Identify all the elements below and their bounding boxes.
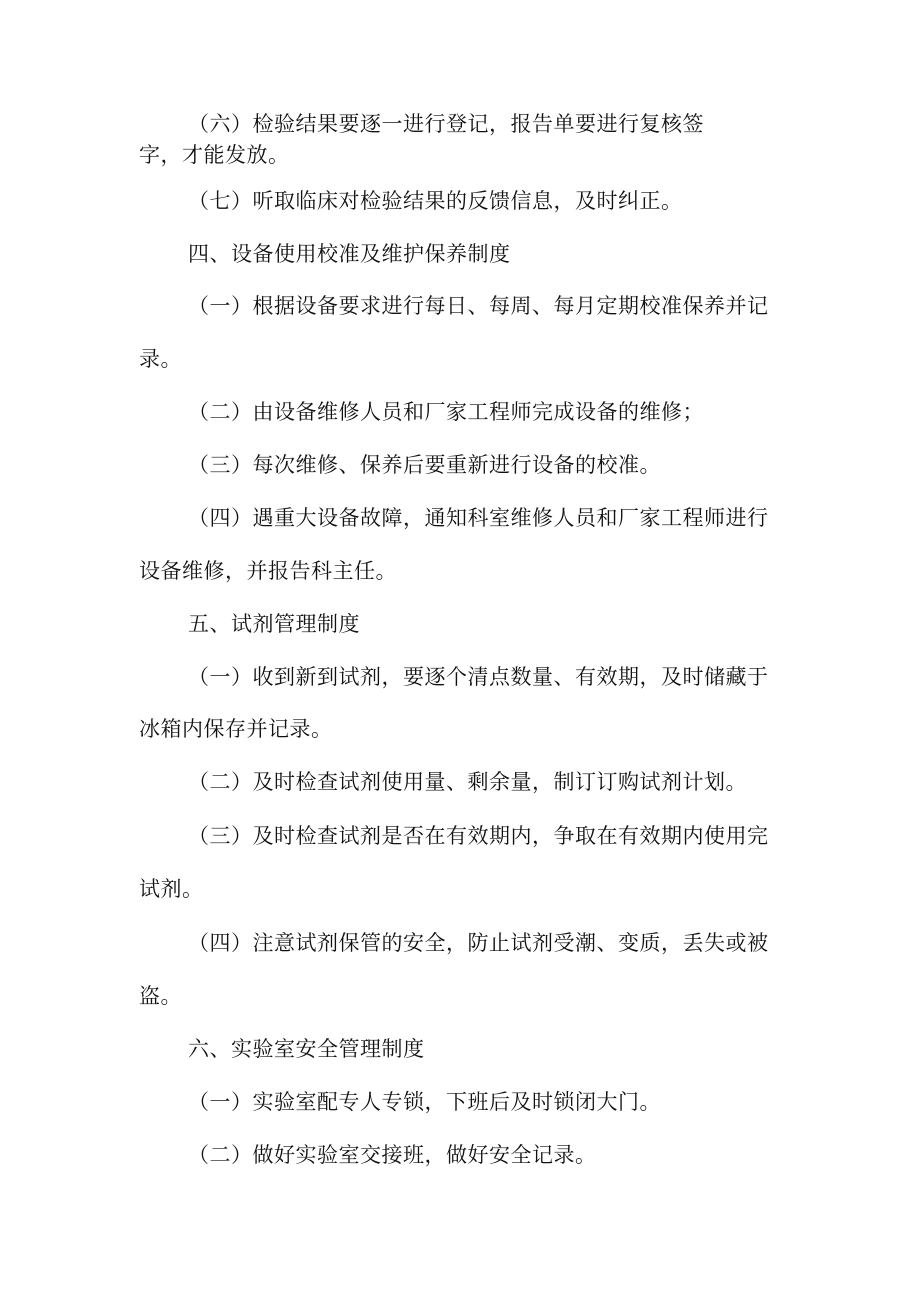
paragraph-line: （二）做好实验室交接班，做好安全记录。 <box>188 1143 597 1167</box>
paragraph-line: 冰箱内保存并记录。 <box>139 717 333 741</box>
paragraph-line: 试剂。 <box>139 877 204 901</box>
section-heading: 五、试剂管理制度 <box>188 612 360 636</box>
paragraph-line: 设备维修，并报告科主任。 <box>139 559 397 583</box>
paragraph-line: 盗。 <box>139 984 182 1008</box>
paragraph-line: （七）听取临床对检验结果的反馈信息，及时纠正。 <box>188 189 683 213</box>
paragraph-line: （三）每次维修、保养后要重新进行设备的校准。 <box>188 453 661 477</box>
paragraph-line: （一）实验室配专人专锁，下班后及时锁闭大门。 <box>188 1090 661 1114</box>
paragraph-line: 录。 <box>139 347 182 371</box>
paragraph-line: （一）收到新到试剂，要逐个清点数量、有效期，及时储藏于 <box>188 665 769 689</box>
paragraph-line: （四）遇重大设备故障，通知科室维修人员和厂家工程师进行 <box>188 506 769 530</box>
section-heading: 六、实验室安全管理制度 <box>188 1037 425 1061</box>
section-heading: 四、设备使用校准及维护保养制度 <box>188 242 511 266</box>
paragraph-line: （三）及时检查试剂是否在有效期内，争取在有效期内使用完 <box>188 824 769 848</box>
paragraph-line: （一）根据设备要求进行每日、每周、每月定期校准保养并记 <box>188 294 769 318</box>
paragraph-line: 字，才能发放。 <box>139 143 290 167</box>
paragraph-line: （二）及时检查试剂使用量、剩余量，制订订购试剂计划。 <box>188 770 747 794</box>
paragraph-line: （六）检验结果要逐一进行登记，报告单要进行复核签 <box>188 112 704 136</box>
paragraph-line: （四）注意试剂保管的安全，防止试剂受潮、变质，丢失或被 <box>188 931 769 955</box>
paragraph-line: （二）由设备维修人员和厂家工程师完成设备的维修； <box>188 400 704 424</box>
